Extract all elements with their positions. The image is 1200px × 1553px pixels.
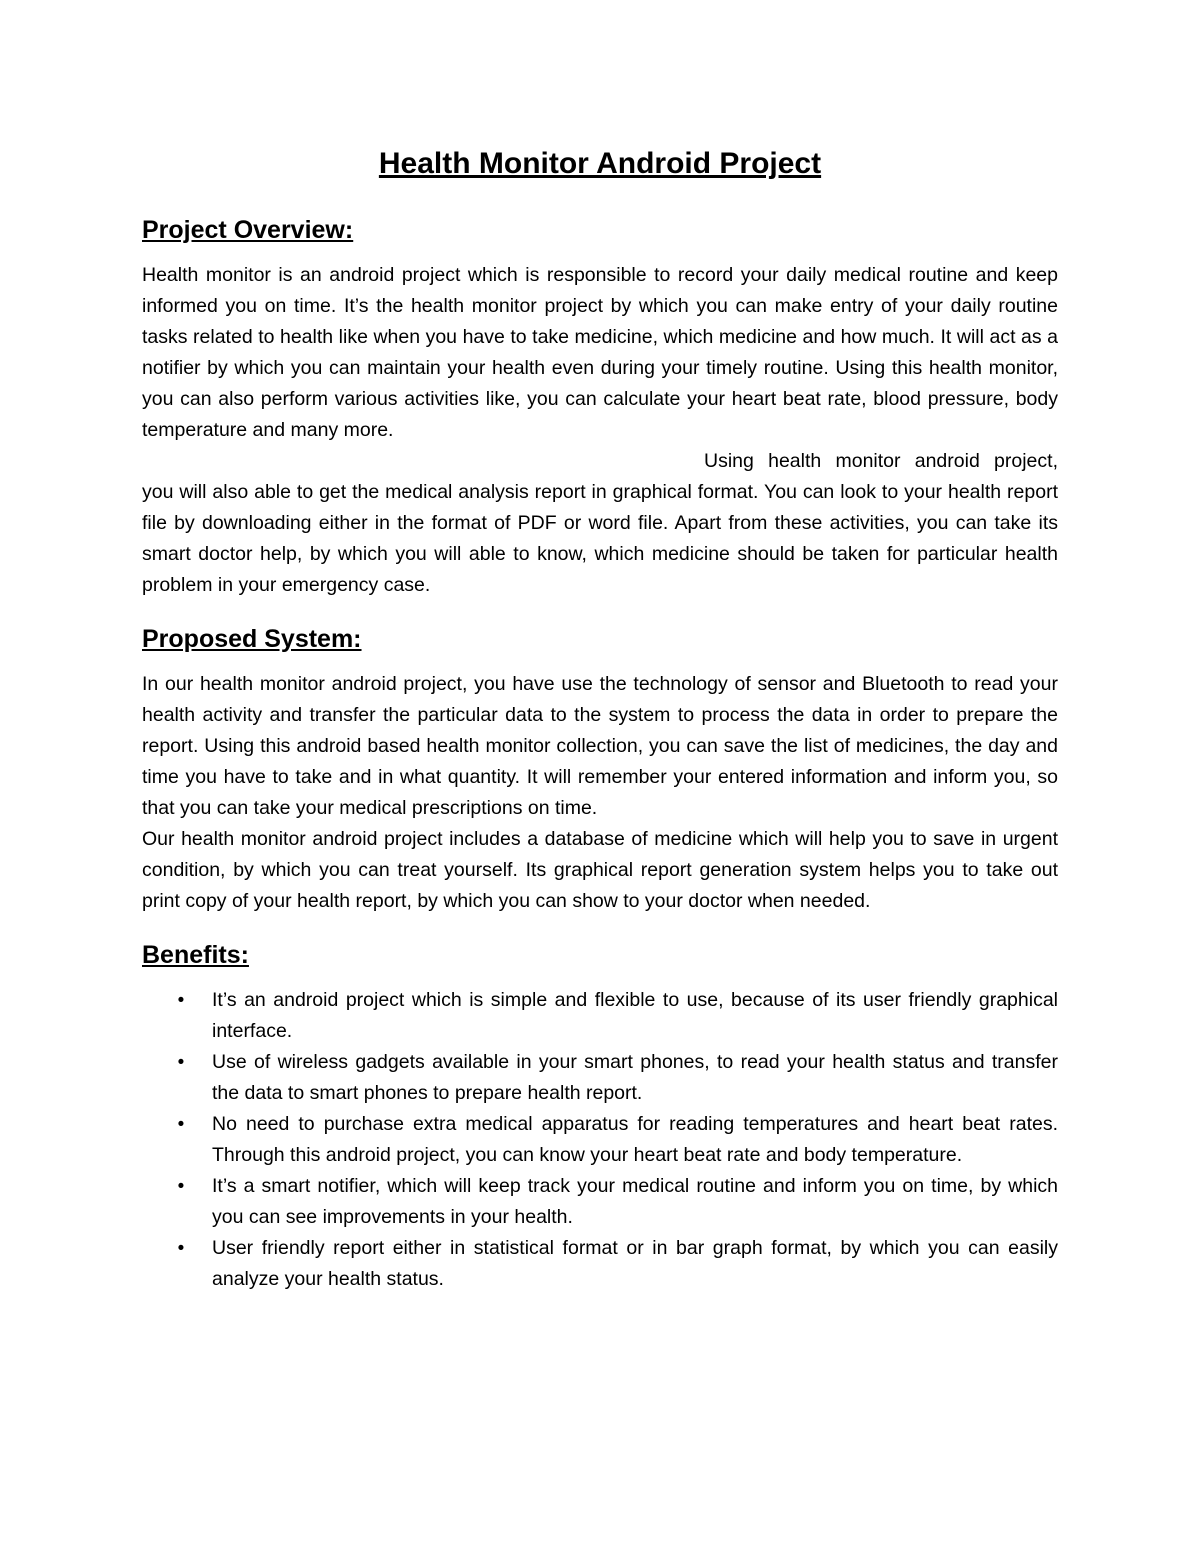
bullet-icon: • — [177, 1114, 185, 1135]
proposed-paragraph-1: In our health monitor android project, you have use the technology of sensor and Bluetooth to read your health activity and transfer the particular data to the system to process the data in order to prepare the report. Using this android based health monitor collection, you can save the list of medicines, the day and time you have to take and in what quantity. It will remember your entered information and inform you, so that you can take your medical prescriptions on time. — [142, 673, 1058, 819]
section-proposed-system — [142, 619, 1058, 917]
benefit-text: Use of wireless gadgets available in your smart phones, to read your health status and transfer the data to smart phones to prepare health report. — [212, 1051, 1058, 1104]
heading-benefits: Benefits: — [142, 941, 249, 969]
bullet-icon: • — [177, 1176, 185, 1197]
section-benefits — [142, 935, 1058, 1295]
document-page — [142, 140, 1058, 1295]
section-project-overview — [142, 210, 1058, 601]
bullet-icon: • — [177, 990, 185, 1011]
benefit-text: It’s a smart notifier, which will keep track your medical routine and inform you on time, by which you can see improvements in your health. — [212, 1175, 1058, 1228]
benefits-list — [142, 985, 1058, 1295]
benefit-item — [177, 985, 1058, 1047]
benefit-item — [177, 1109, 1058, 1171]
heading-project-overview: Project Overview: — [142, 216, 354, 244]
document-title: Health Monitor Android Project — [378, 147, 822, 180]
benefit-item — [177, 1171, 1058, 1233]
benefit-text: It’s an android project which is simple and flexible to use, because of its user friendly graphical interface. — [212, 989, 1058, 1042]
overview-paragraph-2: Using health monitor android project, you will also able to get the medical analysis report in graphical format. You can look to your health report file by downloading either in the format of PDF or word file. Apart from these activities, you can take its smart doctor help, by which you will able to know, which medicine should be taken for particular health problem in your emergency case. — [142, 450, 1058, 596]
benefit-text: No need to purchase extra medical apparatus for reading temperatures and heart beat rates. Through this android project, you can know your heart beat rate and body temperature. — [212, 1113, 1058, 1166]
bullet-icon: • — [177, 1238, 185, 1259]
bullet-icon: • — [177, 1052, 185, 1073]
overview-paragraph-1: Health monitor is an android project which is responsible to record your daily medical routine and keep informed you on time. It’s the health monitor project by which you can make entry of your daily routine tasks related to health like when you have to take medicine, which medicine and how much. It will act as a notifier by which you can maintain your health even during your timely routine. Using this health monitor, you can also perform various activities like, you can calculate your heart beat rate, blood pressure, body temperature and many more. — [142, 264, 1058, 441]
benefit-item — [177, 1233, 1058, 1295]
proposed-paragraph-2: Our health monitor android project includes a database of medicine which will help you to save in urgent condition, by which you can treat yourself. Its graphical report generation system helps you to take out print copy of your health report, by which you can show to your doctor when needed. — [142, 828, 1058, 912]
heading-proposed-system: Proposed System: — [142, 625, 362, 653]
benefit-text: User friendly report either in statistical format or in bar graph format, by which you can easily analyze your health status. — [212, 1237, 1058, 1290]
benefit-item — [177, 1047, 1058, 1109]
